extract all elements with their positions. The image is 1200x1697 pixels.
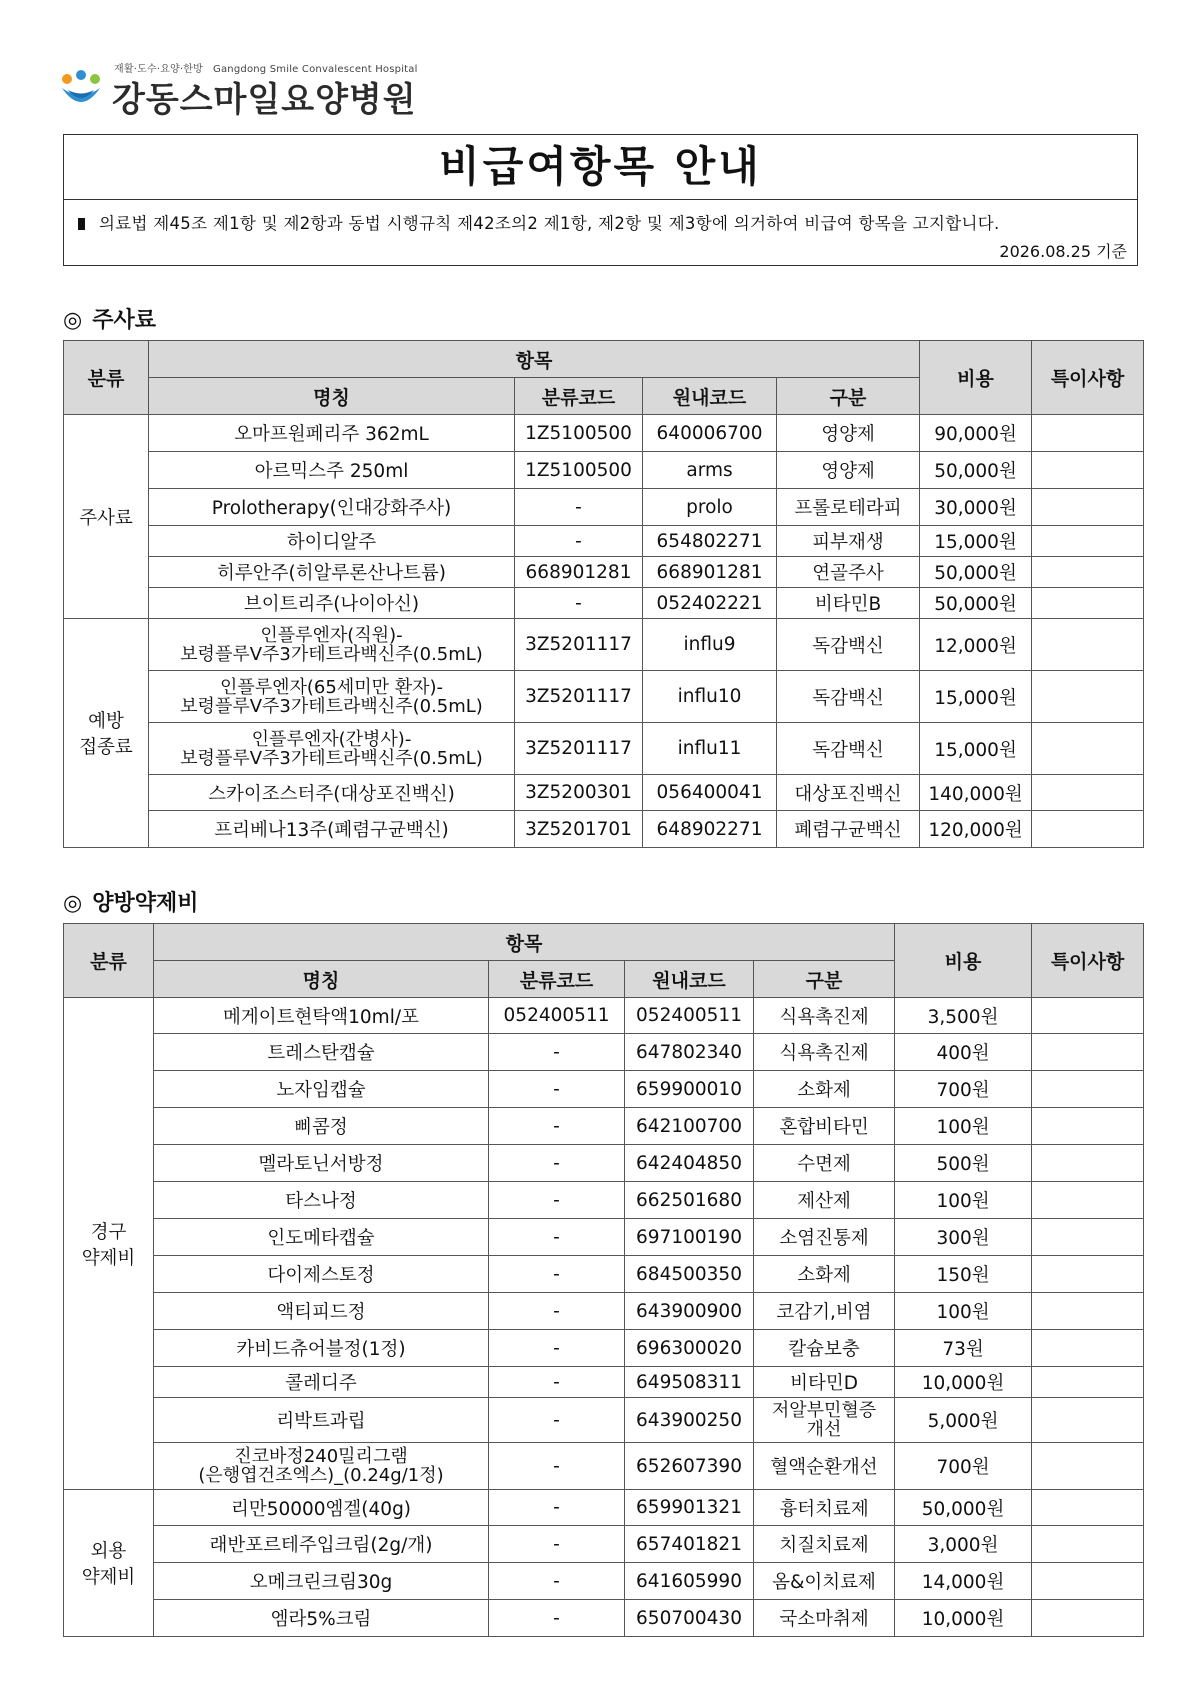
- item-type: 옴&이치료제: [754, 1563, 895, 1600]
- class-code: -: [489, 1526, 625, 1563]
- item-type: 소염진통제: [754, 1219, 895, 1256]
- item-name: 엠라5%크림: [154, 1600, 489, 1637]
- category-line: 예방: [88, 711, 124, 732]
- internal-code: 659901321: [625, 1490, 754, 1526]
- table-row: [64, 1330, 1144, 1367]
- item-note: [1032, 1182, 1144, 1219]
- page-title: 비급여항목 안내: [64, 135, 1137, 200]
- western-drug-fee-table: [63, 923, 1144, 1637]
- class-code: -: [515, 588, 643, 619]
- class-code: 1Z5100500: [515, 452, 643, 489]
- item-name-line: 인플루엔자(간병사)-: [251, 728, 412, 750]
- item-note: [1032, 452, 1144, 489]
- item-cost: 50,000원: [920, 557, 1032, 588]
- item-cost: 120,000원: [920, 811, 1032, 848]
- item-cost: 500원: [895, 1145, 1032, 1182]
- internal-code: 659900010: [625, 1071, 754, 1108]
- item-note: [1032, 811, 1144, 848]
- internal-code: 662501680: [625, 1182, 754, 1219]
- header-type: 구분: [777, 378, 920, 415]
- category-line: 약제비: [81, 1567, 136, 1588]
- table-row: [64, 1526, 1144, 1563]
- table-row: [64, 998, 1144, 1034]
- item-type-line: 개선: [806, 1419, 842, 1440]
- item-note: [1032, 998, 1144, 1034]
- item-name: 래반포르테주입크림(2g/개): [154, 1526, 489, 1563]
- item-cost: 50,000원: [920, 588, 1032, 619]
- table-row: [64, 588, 1144, 619]
- internal-code: 668901281: [643, 557, 777, 588]
- item-name: 멜라토닌서방정: [154, 1145, 489, 1182]
- section-heading-injection: [63, 303, 156, 334]
- table-row: [64, 723, 1144, 775]
- item-note: [1032, 1563, 1144, 1600]
- item-cost: 400원: [895, 1034, 1032, 1071]
- item-name: 하이디알주: [149, 526, 515, 557]
- table-row: [64, 1256, 1144, 1293]
- category-line: 경구: [90, 1221, 127, 1243]
- table-row: [64, 1108, 1144, 1145]
- internal-code: 056400041: [643, 775, 777, 811]
- internal-code: 648902271: [643, 811, 777, 848]
- internal-code: 652607390: [625, 1443, 754, 1490]
- item-type: 혈액순환개선: [754, 1443, 895, 1490]
- class-code: -: [489, 1145, 625, 1182]
- internal-code: 649508311: [625, 1367, 754, 1398]
- category-line: 접종료: [79, 737, 133, 758]
- header-class-code: 분류코드: [515, 378, 643, 415]
- item-name: 아르믹스주 250ml: [149, 452, 515, 489]
- section-title: 주사료: [92, 308, 156, 333]
- class-code: 3Z5201117: [515, 723, 643, 775]
- class-code: -: [489, 1398, 625, 1443]
- item-cost: 100원: [895, 1108, 1032, 1145]
- item-type: 국소마취제: [754, 1600, 895, 1637]
- item-type-line: 저알부민혈증: [771, 1400, 877, 1421]
- table-row: [64, 1182, 1144, 1219]
- header-cost: 비용: [920, 341, 1032, 415]
- item-type: 독감백신: [777, 723, 920, 775]
- table-row: [64, 1219, 1144, 1256]
- header-note: 특이사항: [1032, 924, 1144, 998]
- internal-code: 643900250: [625, 1398, 754, 1443]
- category-cell: [64, 619, 149, 848]
- category-cell: [64, 998, 154, 1490]
- item-type: 식욕촉진제: [754, 998, 895, 1034]
- class-code: 3Z5200301: [515, 775, 643, 811]
- internal-code: 641605990: [625, 1563, 754, 1600]
- internal-code: influ10: [643, 671, 777, 723]
- table-row: [64, 1443, 1144, 1490]
- item-cost: 100원: [895, 1293, 1032, 1330]
- item-cost: 10,000원: [895, 1367, 1032, 1398]
- effective-date: 2026.08.25 기준: [999, 242, 1127, 261]
- item-type: 비타민B: [777, 588, 920, 619]
- header-category: 분류: [64, 341, 149, 415]
- class-code: -: [489, 1600, 625, 1637]
- item-cost: 30,000원: [920, 489, 1032, 526]
- item-type: 대상포진백신: [777, 775, 920, 811]
- class-code: -: [489, 1182, 625, 1219]
- item-name: 콜레디주: [154, 1367, 489, 1398]
- item-type: 코감기,비염: [754, 1293, 895, 1330]
- class-code: -: [489, 1490, 625, 1526]
- item-name: 오메크린크림30g: [154, 1563, 489, 1600]
- item-type: 치질치료제: [754, 1526, 895, 1563]
- class-code: -: [489, 1071, 625, 1108]
- internal-code: prolo: [643, 489, 777, 526]
- item-note: [1032, 671, 1144, 723]
- item-cost: 90,000원: [920, 415, 1032, 452]
- category-line: 외용: [90, 1541, 127, 1562]
- item-cost: 50,000원: [895, 1490, 1032, 1526]
- item-name: 노자임캡슐: [154, 1071, 489, 1108]
- table-row: [64, 1600, 1144, 1637]
- item-type: 프롤로테라피: [777, 489, 920, 526]
- item-name: [149, 671, 515, 723]
- internal-code: 642404850: [625, 1145, 754, 1182]
- item-name: 브이트리주(나이아신): [149, 588, 515, 619]
- internal-code: influ11: [643, 723, 777, 775]
- internal-code: 647802340: [625, 1034, 754, 1071]
- internal-code: 052402221: [643, 588, 777, 619]
- item-note: [1032, 1145, 1144, 1182]
- item-note: [1032, 557, 1144, 588]
- table-row: [64, 1367, 1144, 1398]
- class-code: 3Z5201117: [515, 619, 643, 671]
- category-cell: 주사료: [64, 415, 149, 619]
- item-name: 리박트과립: [154, 1398, 489, 1443]
- square-bullet-icon: [78, 218, 85, 230]
- class-code: 052400511: [489, 998, 625, 1034]
- item-type: 소화제: [754, 1071, 895, 1108]
- class-code: 3Z5201117: [515, 671, 643, 723]
- item-note: [1032, 1108, 1144, 1145]
- double-circle-icon: ◎: [63, 308, 83, 333]
- internal-code: 657401821: [625, 1526, 754, 1563]
- item-name: 삐콤정: [154, 1108, 489, 1145]
- item-type: 혼합비타민: [754, 1108, 895, 1145]
- class-code: -: [489, 1034, 625, 1071]
- header-note: 특이사항: [1032, 341, 1144, 415]
- table-row: [64, 775, 1144, 811]
- class-code: -: [489, 1293, 625, 1330]
- header-class-code: 분류코드: [489, 961, 625, 998]
- item-cost: 3,000원: [895, 1526, 1032, 1563]
- header-type: 구분: [754, 961, 895, 998]
- item-note: [1032, 415, 1144, 452]
- internal-code: 654802271: [643, 526, 777, 557]
- item-type: 제산제: [754, 1182, 895, 1219]
- table-row: [64, 489, 1144, 526]
- double-circle-icon: ◎: [63, 891, 83, 916]
- item-type: 수면제: [754, 1145, 895, 1182]
- header-item: 항목: [149, 341, 920, 378]
- item-name-line: 보령플루V주3가테트라백신주(0.5mL): [180, 747, 483, 769]
- item-type: 독감백신: [777, 619, 920, 671]
- class-code: -: [515, 526, 643, 557]
- table-row: [64, 557, 1144, 588]
- item-type: 연골주사: [777, 557, 920, 588]
- table-row: [64, 452, 1144, 489]
- class-code: -: [489, 1219, 625, 1256]
- item-name-line: (은행엽건조엑스)_(0.24g/1정): [198, 1465, 444, 1486]
- injection-fee-table: [63, 340, 1144, 848]
- item-note: [1032, 1071, 1144, 1108]
- header-internal-code: 원내코드: [625, 961, 754, 998]
- item-cost: 5,000원: [895, 1398, 1032, 1443]
- category-cell: [64, 1490, 154, 1637]
- item-note: [1032, 1293, 1144, 1330]
- item-name: 트레스탄캡슐: [154, 1034, 489, 1071]
- table-row: [64, 811, 1144, 848]
- item-note: [1032, 1256, 1144, 1293]
- logo-sub-ko: 재활·도수·요양·한방: [114, 64, 204, 75]
- header-internal-code: 원내코드: [643, 378, 777, 415]
- item-note: [1032, 1367, 1144, 1398]
- item-name: 프리베나13주(폐렴구균백신): [149, 811, 515, 848]
- item-type: [754, 1398, 895, 1443]
- item-type: 영양제: [777, 452, 920, 489]
- internal-code: 643900900: [625, 1293, 754, 1330]
- item-type: 영양제: [777, 415, 920, 452]
- section-title: 양방약제비: [92, 891, 199, 916]
- item-type: 비타민D: [754, 1367, 895, 1398]
- section-heading-western-drug: [63, 886, 198, 917]
- item-name: 히루안주(히알루론산나트륨): [149, 557, 515, 588]
- header-item: 항목: [154, 924, 895, 961]
- item-note: [1032, 1034, 1144, 1071]
- hospital-logo: [58, 56, 478, 120]
- internal-code: influ9: [643, 619, 777, 671]
- item-cost: 15,000원: [920, 671, 1032, 723]
- table-row: [64, 1145, 1144, 1182]
- item-cost: 150원: [895, 1256, 1032, 1293]
- table-row: [64, 671, 1144, 723]
- header-cost: 비용: [895, 924, 1032, 998]
- item-cost: 700원: [895, 1443, 1032, 1490]
- internal-code: arms: [643, 452, 777, 489]
- item-note: [1032, 1526, 1144, 1563]
- internal-code: 642100700: [625, 1108, 754, 1145]
- item-name: 타스나정: [154, 1182, 489, 1219]
- item-cost: 73원: [895, 1330, 1032, 1367]
- item-name: 카비드츄어블정(1정): [154, 1330, 489, 1367]
- logo-hospital-name: 강동스마일요양병원: [112, 80, 417, 120]
- internal-code: 697100190: [625, 1219, 754, 1256]
- class-code: -: [489, 1108, 625, 1145]
- title-box: [63, 134, 1138, 266]
- item-note: [1032, 723, 1144, 775]
- table-row: [64, 1398, 1144, 1443]
- item-cost: 50,000원: [920, 452, 1032, 489]
- item-name: 인도메타캡슐: [154, 1219, 489, 1256]
- item-name-line: 인플루엔자(직원)-: [260, 624, 403, 646]
- table-row: [64, 1490, 1144, 1526]
- logo-sub-en: Gangdong Smile Convalescent Hospital: [213, 64, 418, 75]
- item-name-line: 보령플루V주3가테트라백신주(0.5mL): [180, 643, 483, 665]
- item-name-line: 인플루엔자(65세미만 환자)-: [219, 676, 444, 698]
- item-note: [1032, 1398, 1144, 1443]
- item-note: [1032, 1443, 1144, 1490]
- internal-code: 684500350: [625, 1256, 754, 1293]
- item-name: 액티피드정: [154, 1293, 489, 1330]
- table-row: [64, 1071, 1144, 1108]
- class-code: -: [489, 1330, 625, 1367]
- item-name-line: 진코바정240밀리그램: [234, 1446, 408, 1467]
- item-type: 독감백신: [777, 671, 920, 723]
- item-note: [1032, 775, 1144, 811]
- item-name: 리만50000엠겔(40g): [154, 1490, 489, 1526]
- item-note: [1032, 526, 1144, 557]
- category-line: 약제비: [81, 1247, 136, 1269]
- item-cost: 3,500원: [895, 998, 1032, 1034]
- logo-mark-icon: [58, 66, 104, 112]
- item-type: 폐렴구균백신: [777, 811, 920, 848]
- item-name: [149, 723, 515, 775]
- class-code: 3Z5201701: [515, 811, 643, 848]
- table-row: [64, 1563, 1144, 1600]
- internal-code: 052400511: [625, 998, 754, 1034]
- class-code: -: [489, 1367, 625, 1398]
- item-cost: 12,000원: [920, 619, 1032, 671]
- class-code: -: [489, 1256, 625, 1293]
- item-cost: 700원: [895, 1071, 1032, 1108]
- internal-code: 650700430: [625, 1600, 754, 1637]
- item-cost: 14,000원: [895, 1563, 1032, 1600]
- item-note: [1032, 588, 1144, 619]
- item-note: [1032, 619, 1144, 671]
- item-name: [149, 619, 515, 671]
- item-note: [1032, 1490, 1144, 1526]
- item-type: 소화제: [754, 1256, 895, 1293]
- item-type: 칼슘보충: [754, 1330, 895, 1367]
- legal-notice-text: 의료법 제45조 제1항 및 제2항과 동법 시행규칙 제42조의2 제1항, 제2항 및 제3항에 의거하여 비급여 항목을 고지합니다.: [99, 214, 1000, 233]
- item-name: [154, 1443, 489, 1490]
- item-note: [1032, 1219, 1144, 1256]
- class-code: -: [489, 1443, 625, 1490]
- internal-code: 640006700: [643, 415, 777, 452]
- item-name: 다이제스토정: [154, 1256, 489, 1293]
- item-cost: 100원: [895, 1182, 1032, 1219]
- item-type: 흉터치료제: [754, 1490, 895, 1526]
- item-type: 피부재생: [777, 526, 920, 557]
- class-code: -: [515, 489, 643, 526]
- item-name: 오마프원페리주 362mL: [149, 415, 515, 452]
- header-name: 명칭: [149, 378, 515, 415]
- item-note: [1032, 1600, 1144, 1637]
- item-note: [1032, 489, 1144, 526]
- internal-code: 696300020: [625, 1330, 754, 1367]
- item-name: Prolotherapy(인대강화주사): [149, 489, 515, 526]
- table-row: [64, 526, 1144, 557]
- item-name: 스카이조스터주(대상포진백신): [149, 775, 515, 811]
- item-cost: 15,000원: [920, 723, 1032, 775]
- table-row: [64, 1034, 1144, 1071]
- item-note: [1032, 1330, 1144, 1367]
- table-row: [64, 1293, 1144, 1330]
- item-type: 식욕촉진제: [754, 1034, 895, 1071]
- item-cost: 10,000원: [895, 1600, 1032, 1637]
- header-category: 분류: [64, 924, 154, 998]
- header-name: 명칭: [154, 961, 489, 998]
- item-cost: 140,000원: [920, 775, 1032, 811]
- item-name-line: 보령플루V주3가테트라백신주(0.5mL): [180, 695, 483, 717]
- table-row: [64, 619, 1144, 671]
- class-code: -: [489, 1563, 625, 1600]
- class-code: 668901281: [515, 557, 643, 588]
- item-cost: 300원: [895, 1219, 1032, 1256]
- class-code: 1Z5100500: [515, 415, 643, 452]
- legal-notice: [64, 200, 1137, 234]
- item-cost: 15,000원: [920, 526, 1032, 557]
- table-row: [64, 415, 1144, 452]
- item-name: 메게이트현탁액10ml/포: [154, 998, 489, 1034]
